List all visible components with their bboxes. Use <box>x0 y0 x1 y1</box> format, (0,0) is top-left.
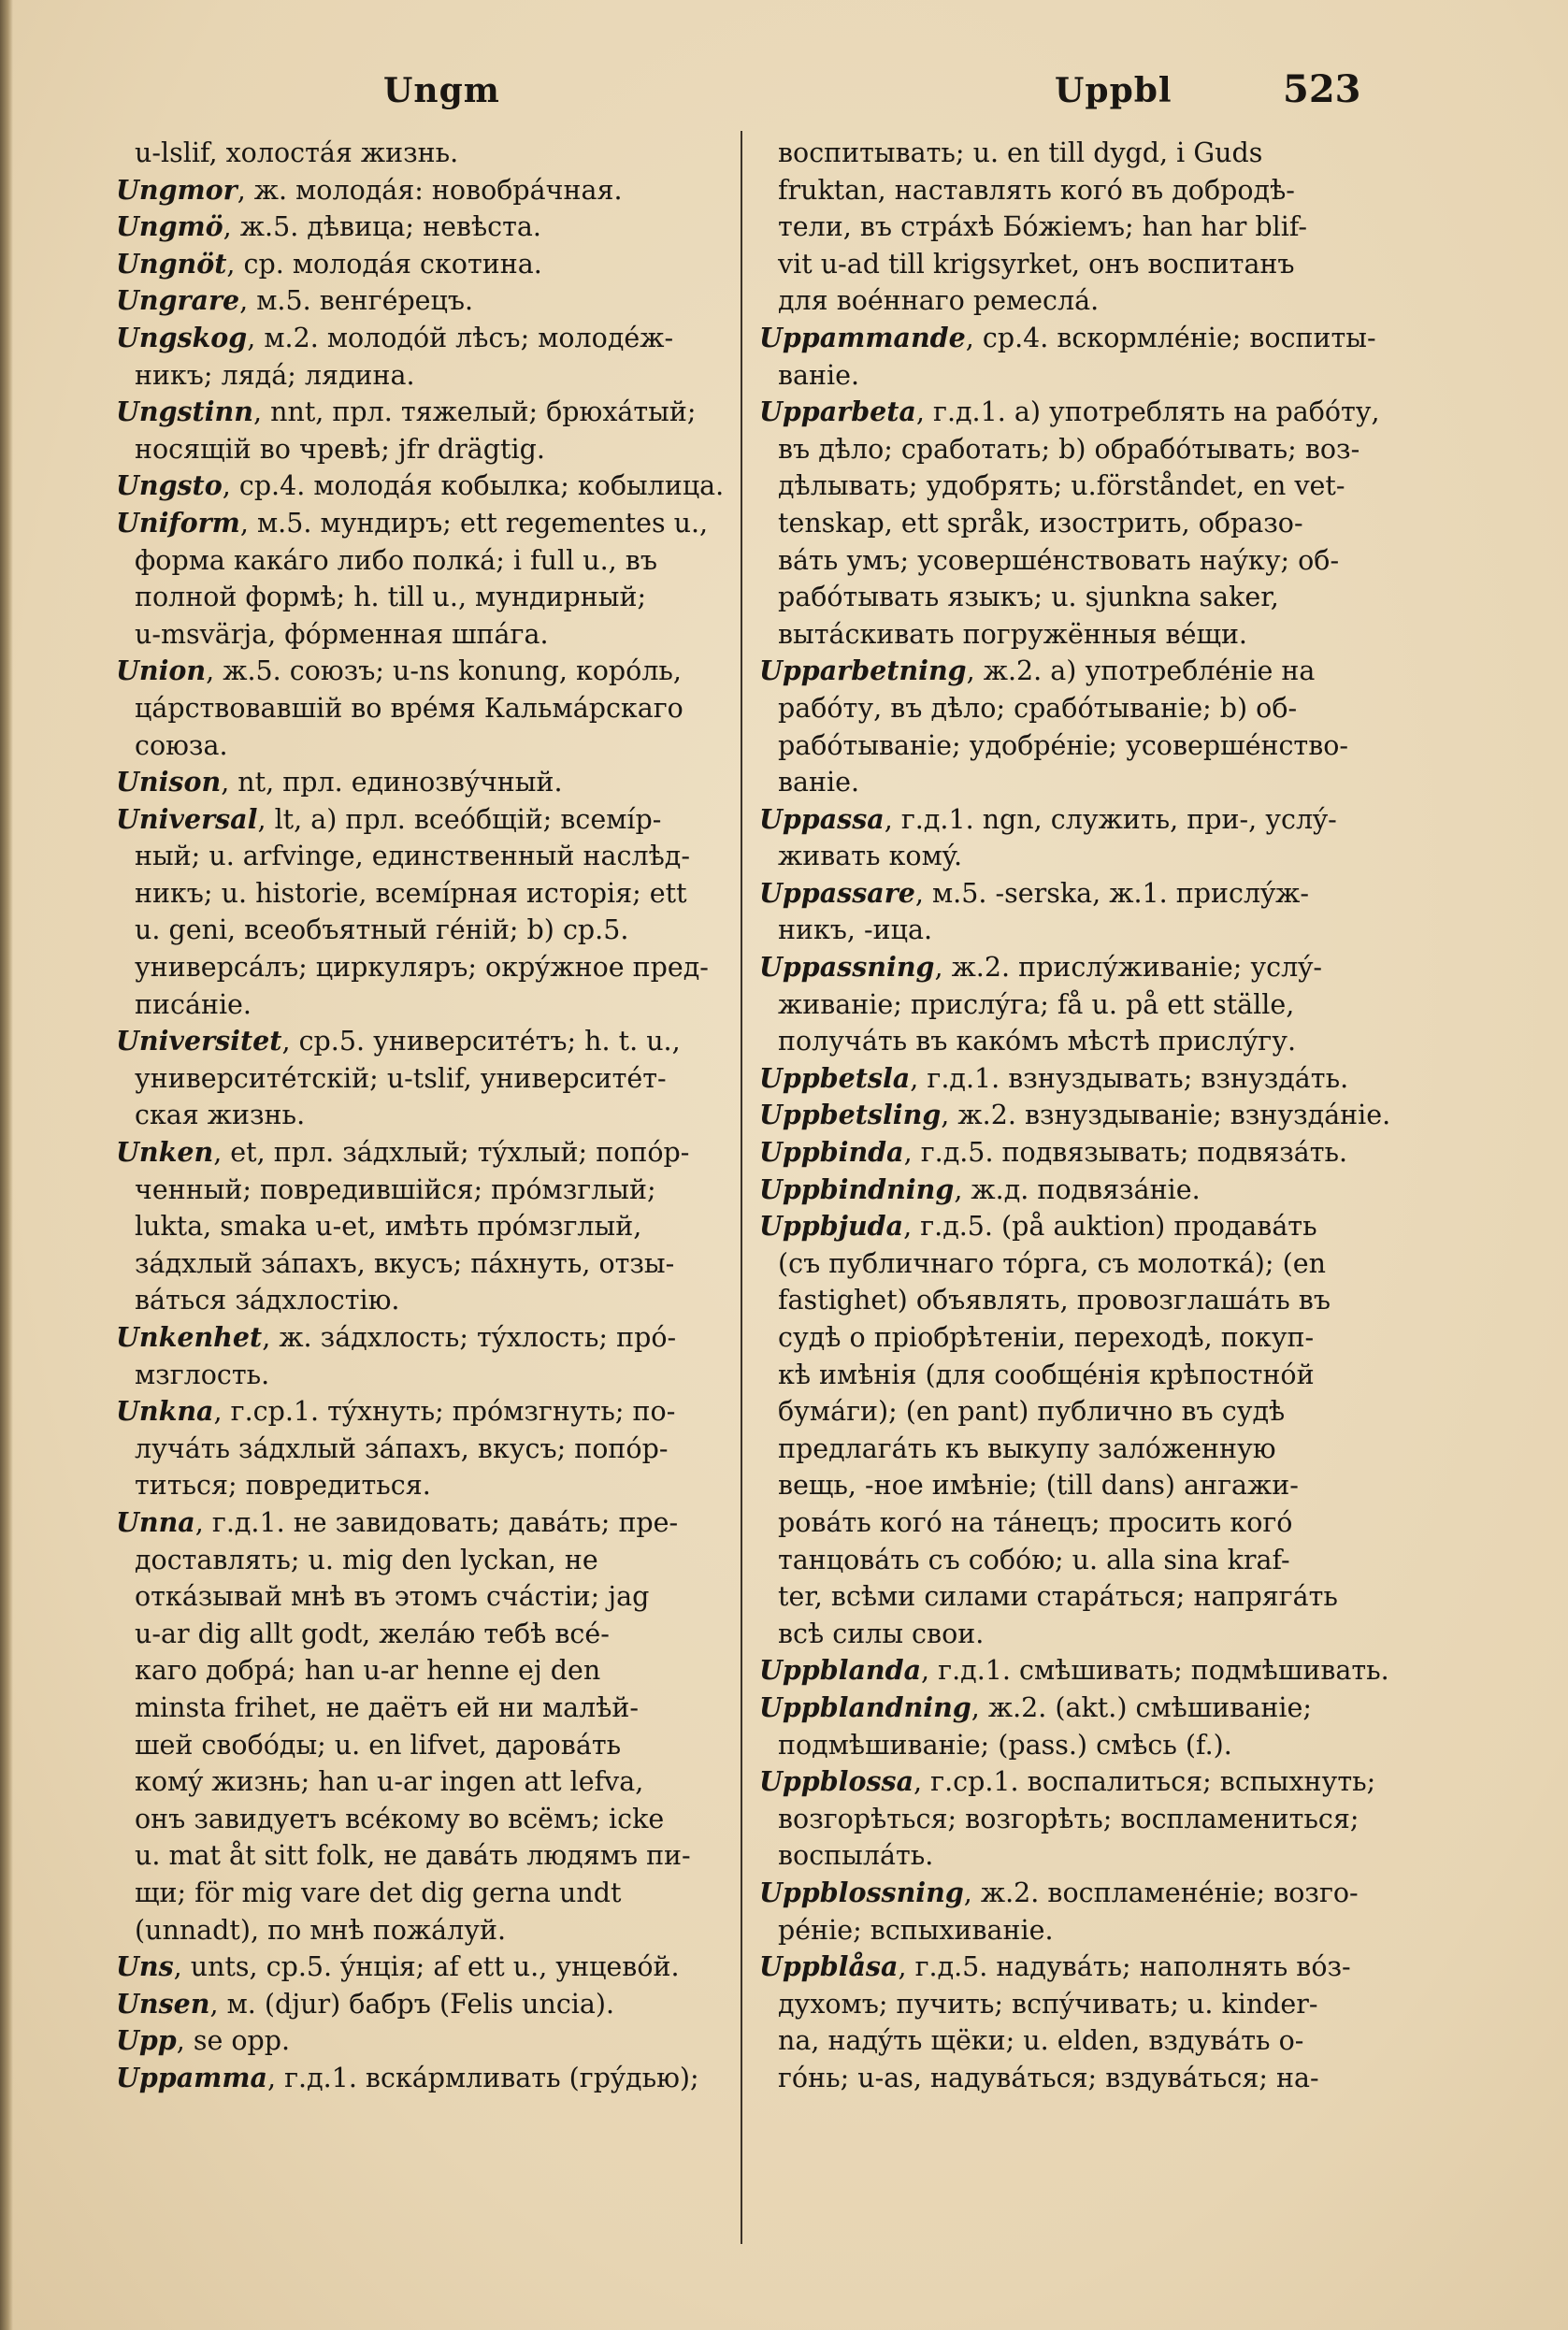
entry-text: , ж.2. взнуздываніе; взнуздáніе. <box>941 1100 1391 1131</box>
entry-text: , ср.4. вскормлéніе; воспиты- <box>965 322 1376 353</box>
dictionary-line: носящій во чревѣ; jfr drägtig. <box>135 433 545 465</box>
dictionary-line: ваніе. <box>778 359 860 391</box>
dictionary-line: подмѣшиваніе; (pass.) смѣсь (f.). <box>778 1729 1232 1761</box>
entry-text: , ж.2. воспламенéніе; возго- <box>963 1877 1359 1908</box>
entry-text: , г.д.5. подвязывать; подвязáть. <box>903 1137 1348 1169</box>
dictionary-line: форма какáго либо полкá; i full u., въ <box>135 544 657 576</box>
entry-text: , et, прл. зáдхлый; тýхлый; попóр- <box>213 1137 690 1169</box>
dictionary-line: универсáлъ; циркуляръ; окрýжное пред- <box>135 952 709 984</box>
dictionary-line <box>759 1060 1395 1098</box>
headword: Union <box>116 654 207 687</box>
headword: Uppamma <box>116 2061 267 2093</box>
dictionary-line: u-msvärja, фóрменная шпáга. <box>135 618 549 650</box>
entry-text: , м.5. венгéрецъ. <box>239 285 474 317</box>
dictionary-line <box>116 1504 752 1542</box>
left-running-head: Ungm <box>383 71 500 110</box>
dictionary-line: доставлять; u. mig den lyckan, не <box>135 1544 598 1575</box>
dictionary-line: онъ завидуетъ всéкому во всёмъ; icke <box>135 1803 665 1834</box>
dictionary-line: писáніе. <box>135 988 252 1020</box>
dictionary-line <box>116 653 752 690</box>
headword: Uppbetsla <box>759 1061 911 1094</box>
entry-text: , г.д.1. ngn, служить, при-, услý- <box>884 803 1337 835</box>
entry-text: , ж.д. подвязáніе. <box>954 1173 1201 1205</box>
dictionary-line <box>759 394 1395 431</box>
entry-text: , г.ср.1. воспалиться; вспыхнуть; <box>913 1766 1376 1798</box>
dictionary-line <box>116 764 752 801</box>
dictionary-line: получáть въ какóмъ мѣстѣ прислýгу. <box>778 1026 1297 1057</box>
dictionary-line: u. mat åt sitt folk, не давáть людямъ пи- <box>135 1840 691 1872</box>
dictionary-line: тели, въ стрáхѣ Бóжіемъ; han har blif- <box>778 211 1308 243</box>
left-column <box>116 135 752 2096</box>
dictionary-line <box>116 1949 752 1986</box>
entry-text: , nt, прл. единозвýчный. <box>221 767 563 798</box>
headword: Uppassning <box>759 951 935 984</box>
dictionary-line <box>116 394 752 431</box>
dictionary-line: откáзывай мнѣ въ этомъ счáстіи; jag <box>135 1581 650 1613</box>
dictionary-line: кѣ имѣнія (для сообщéнія крѣпостнóй <box>778 1359 1315 1390</box>
dictionary-line <box>116 1319 752 1357</box>
dictionary-line: vit u-ad till krigsyrket, онъ воспитанъ <box>778 248 1295 280</box>
dictionary-line: minsta frihet, не даётъ ей ни малѣй- <box>135 1691 640 1723</box>
dictionary-line <box>759 320 1395 357</box>
dictionary-line: ская жизнь. <box>135 1100 306 1131</box>
dictionary-line: ченный; повредившійся; прóмзглый; <box>135 1173 656 1205</box>
dictionary-line: зáдхлый зáпахъ, вкусъ; пáхнуть, отзы- <box>135 1247 675 1279</box>
dictionary-line <box>759 875 1395 913</box>
dictionary-line: бумáги); (en pant) публично въ судѣ <box>778 1396 1286 1428</box>
dictionary-line <box>759 1097 1395 1134</box>
dictionary-line: рéніе; вспыхиваніе. <box>778 1914 1054 1946</box>
dictionary-line: возгорѣться; возгорѣть; воспламениться; <box>778 1803 1359 1834</box>
dictionary-line: щи; för mig vare det dig gerna undt <box>135 1877 622 1908</box>
dictionary-line <box>759 1690 1395 1727</box>
entry-text: , ж.5. дѣвица; невѣста. <box>223 211 541 243</box>
page-header <box>0 65 1568 122</box>
dictionary-line: предлагáть къ выкупу залóженную <box>778 1432 1276 1464</box>
entry-text: , ж.5. союзъ; u-ns konung, корóль, <box>206 655 682 687</box>
entry-text: , ж.2. прислýживаніе; услý- <box>934 952 1322 984</box>
headword: Upparbetning <box>759 654 967 687</box>
dictionary-line: живать комý. <box>778 841 963 872</box>
dictionary-line: никъ, -ица. <box>778 914 933 946</box>
entry-text: , unts, ср.5. ýнція; af ett u., унцевóй. <box>173 1951 680 1983</box>
headword: Unkna <box>116 1395 214 1428</box>
dictionary-line <box>116 1986 752 2023</box>
headword: Universitet <box>116 1025 282 1057</box>
dictionary-line: tenskap, ett språk, изострить, образо- <box>778 507 1303 539</box>
dictionary-line: ный; u. arfvinge, единственный наслѣд- <box>135 841 690 872</box>
dictionary-line: рабóтываніе; удобрéніе; усовершéнство- <box>778 729 1349 761</box>
right-column <box>759 135 1395 2096</box>
entry-text: , м.2. молодóй лѣсъ; молодéж- <box>247 322 674 353</box>
right-running-head: Uppbl <box>1055 71 1172 110</box>
headword: Uniform <box>116 506 240 539</box>
headword: Ungnöt <box>116 247 227 280</box>
dictionary-line: всѣ силы свои. <box>778 1618 985 1649</box>
dictionary-line: lukta, smaka u-et, имѣть прóмзглый, <box>135 1211 642 1243</box>
dictionary-line: воспылáть. <box>778 1840 934 1872</box>
dictionary-line <box>759 1652 1395 1690</box>
headword: Uppbjuda <box>759 1210 904 1243</box>
dictionary-line: fruktan, наставлять когó въ добродѣ- <box>778 174 1295 206</box>
dictionary-line: (unnadt), по мнѣ пожáлуй. <box>135 1914 507 1946</box>
headword: Uppblossning <box>759 1876 964 1908</box>
entry-text: , г.д.1. смѣшивать; подмѣшивать. <box>921 1655 1389 1687</box>
headword: Ungmö <box>116 210 223 243</box>
dictionary-line: na, надýть щёки; u. elden, вздувáть о- <box>778 2025 1304 2057</box>
headword: Uppblåsa <box>759 1950 899 1983</box>
entry-text: , м. (djur) бабръ (Felis uncia). <box>209 1988 615 2020</box>
headword: Unison <box>116 766 222 798</box>
dictionary-line: дѣлывать; удобрять; u.förståndet, en vet- <box>778 470 1345 502</box>
dictionary-line: fastighet) объявлять, провозглашáть въ <box>778 1285 1331 1316</box>
dictionary-line <box>116 246 752 283</box>
entry-text: , nnt, прл. тяжелый; брюхáтый; <box>252 396 697 428</box>
headword: Upparbeta <box>759 396 916 428</box>
dictionary-line <box>759 1949 1395 1986</box>
dictionary-line <box>759 949 1395 986</box>
headword: Universal <box>116 802 258 835</box>
dictionary-line: судѣ о пріобрѣтеніи, переходѣ, покуп- <box>778 1322 1315 1353</box>
dictionary-line: (съ публичнаго тóрга, съ молоткá); (en <box>778 1247 1326 1279</box>
entry-text: , lt, a) прл. всеóбщій; всемíр- <box>257 803 662 835</box>
entry-text: , ж.2. (akt.) смѣшиваніе; <box>971 1691 1312 1723</box>
headword: Uppblandning <box>759 1690 971 1723</box>
dictionary-line: полной формѣ; h. till u., мундирный; <box>135 582 647 613</box>
dictionary-line <box>116 282 752 320</box>
headword: Unna <box>116 1505 195 1538</box>
headword: Upp <box>116 2024 177 2057</box>
dictionary-line: рабóтывать языкъ; u. sjunkna saker, <box>778 582 1279 613</box>
dictionary-line: каго добрá; han u-ar henne ej den <box>135 1655 601 1687</box>
dictionary-line: союза. <box>135 729 228 761</box>
dictionary-line: духомъ; пучить; вспýчивать; u. kinder- <box>778 1988 1318 2020</box>
entry-text: , м.5. -serska, ж.1. прислýж- <box>914 877 1310 909</box>
dictionary-line: гóнь; u-as, надувáться; вздувáться; на- <box>778 2062 1319 2093</box>
dictionary-line: u-lslif, холостáя жизнь. <box>135 137 459 168</box>
headword: Ungmor <box>116 173 237 206</box>
dictionary-line <box>759 653 1395 690</box>
entry-text: , г.д.5. надувáть; наполнять вóз- <box>898 1951 1351 1983</box>
dictionary-line: никъ; u. historie, всемíрная исторія; ett <box>135 877 687 909</box>
dictionary-line: u-ar dig allt godt, желáю тебѣ всé- <box>135 1618 610 1649</box>
dictionary-line <box>116 1134 752 1172</box>
entry-text: , ж. молодáя: новобрáчная. <box>237 174 623 206</box>
dictionary-line: ваніе. <box>778 767 860 798</box>
headword: Uppassare <box>759 876 915 909</box>
entry-text: , se opp. <box>176 2025 291 2057</box>
dictionary-line <box>116 320 752 357</box>
dictionary-line: танцовáть съ собóю; u. alla sina kraf- <box>778 1544 1290 1575</box>
entry-text: , г.д.1. взнуздывать; взнуздáть. <box>910 1062 1349 1094</box>
entry-text: , г.д.1. вскáрмливать (грýдью); <box>266 2062 699 2093</box>
headword: Uppbindning <box>759 1172 955 1205</box>
headword: Ungskog <box>116 321 248 353</box>
headword: Uppblanda <box>759 1654 922 1687</box>
dictionary-line: въ дѣло; сработать; b) обрабóтывать; воз- <box>778 433 1360 465</box>
headword: Ungstinn <box>116 396 253 428</box>
dictionary-line <box>116 2022 752 2060</box>
headword: Unsen <box>116 1987 210 2020</box>
dictionary-line: шей свобóды; u. en lifvet, даровáть <box>135 1729 622 1761</box>
entry-text: , ср.4. молодáя кобылка; кобылица. <box>222 470 725 502</box>
headword: Unken <box>116 1136 214 1169</box>
dictionary-line <box>116 1393 752 1431</box>
headword: Uppblossa <box>759 1765 914 1798</box>
dictionary-line <box>759 1172 1395 1209</box>
headword: Uppammande <box>759 321 966 353</box>
dictionary-line: живаніе; прислýга; få u. på ett ställe, <box>778 988 1295 1020</box>
headword: Uns <box>116 1950 174 1983</box>
entry-text: , м.5. мундиръ; ett regementes u., <box>239 507 709 539</box>
dictionary-line: ter, всѣми силами старáться; напрягáть <box>778 1581 1338 1613</box>
entry-text: , ж. зáдхлость; тýхлость; прó- <box>262 1322 677 1353</box>
dictionary-line: титься; повредиться. <box>135 1470 431 1502</box>
dictionary-line: цáрствовавшій во врéмя Кальмáрскаго <box>135 692 683 724</box>
page-binding-edge <box>0 0 13 2330</box>
headword: Ungrare <box>116 284 240 317</box>
column-divider <box>741 131 742 2244</box>
dictionary-line <box>116 1023 752 1060</box>
entry-text: , г.д.1. a) употреблять на рабóту, <box>915 396 1380 428</box>
dictionary-line: для воéннаго ремеслá. <box>778 285 1100 317</box>
dictionary-line <box>759 1208 1395 1245</box>
headword: Uppbinda <box>759 1136 904 1169</box>
page-number: 523 <box>1283 67 1361 111</box>
dictionary-line: воспитывать; u. en till dygd, i Guds <box>778 137 1263 168</box>
dictionary-line <box>116 2060 752 2097</box>
dictionary-line <box>116 172 752 209</box>
entry-text: , г.д.5. (på auktion) продавáть <box>903 1211 1317 1243</box>
dictionary-line <box>116 209 752 246</box>
dictionary-line <box>116 505 752 542</box>
dictionary-line <box>116 801 752 839</box>
entry-text: , ср.5. университéтъ; h. t. u., <box>281 1026 681 1057</box>
dictionary-line <box>759 1134 1395 1172</box>
headword: Unkenhet <box>116 1321 263 1353</box>
dictionary-line: лучáть зáдхлый зáпахъ, вкусъ; попóр- <box>135 1432 669 1464</box>
entry-text: , г.д.1. не завидовать; давáть; пре- <box>194 1506 679 1538</box>
dictionary-line: комý жизнь; han u-ar ingen att lefva, <box>135 1766 644 1798</box>
entry-text: , ср. молодáя скотина. <box>226 248 542 280</box>
dictionary-line: университéтскій; u-tslif, университéт- <box>135 1062 667 1094</box>
dictionary-line: ровáть когó на тáнецъ; просить когó <box>778 1506 1293 1538</box>
entry-text: , г.ср.1. тýхнуть; прóмзгнуть; по- <box>213 1396 676 1428</box>
headword: Uppbetsling <box>759 1099 942 1131</box>
dictionary-line <box>759 1875 1395 1912</box>
dictionary-line: вытáскивать погружённыя вéщи. <box>778 618 1247 650</box>
entry-text: , ж.2. a) употреблéніе на <box>966 655 1316 687</box>
dictionary-line <box>759 801 1395 839</box>
dictionary-line <box>116 467 752 505</box>
headword: Uppassa <box>759 802 885 835</box>
dictionary-line: вáться зáдхлостію. <box>135 1285 400 1316</box>
dictionary-line: вáть умъ; усовершéнствовать наýку; об- <box>778 544 1340 576</box>
dictionary-line: u. geni, всеобъятный гéній; b) ср.5. <box>135 914 629 946</box>
dictionary-line <box>759 1763 1395 1801</box>
headword: Ungsto <box>116 469 223 502</box>
dictionary-line: рабóту, въ дѣло; срабóтываніе; b) об- <box>778 692 1298 724</box>
dictionary-line: вещь, -ное имѣніе; (till dans) ангажи- <box>778 1470 1299 1502</box>
dictionary-line: никъ; лядá; лядина. <box>135 359 415 391</box>
dictionary-line: мзглость. <box>135 1359 270 1390</box>
